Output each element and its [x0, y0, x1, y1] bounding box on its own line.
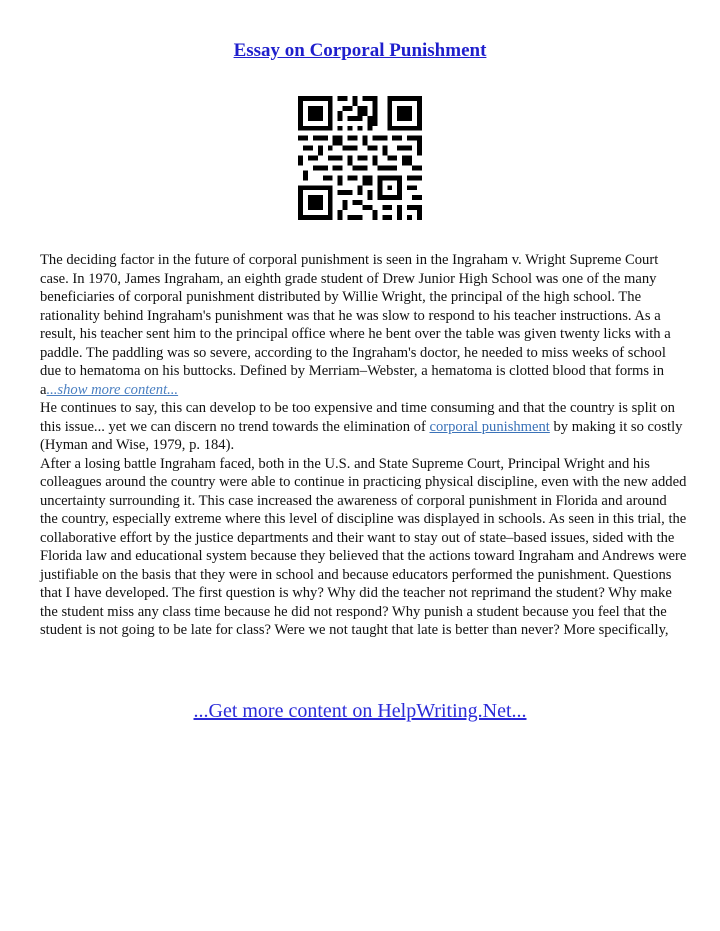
paragraph-2-text-after: by making it so costly (Hyman and Wise, 1979, p. 184).: [40, 418, 683, 453]
get-more-content-link[interactable]: ...Get more content on HelpWriting.Net...: [193, 700, 527, 722]
essay-body: [40, 251, 688, 640]
qr-code-image: [298, 96, 422, 220]
paragraph-2-text-before: He continues to say, this can develop to be too expensive and time consuming and that the country is split on this issue... yet we can discern no trend towards the elimination of: [40, 400, 675, 435]
document-title-link[interactable]: Essay on Corporal Punishment: [233, 40, 487, 61]
corporal-punishment-link[interactable]: corporal punishment: [429, 418, 550, 435]
show-more-link[interactable]: ...show more content...: [46, 381, 179, 398]
essay-paragraph-2: [40, 399, 688, 455]
essay-paragraph-3: After a losing battle Ingraham faced, both in the U.S. and State Supreme Court, Principal Wright and his colleagues around the country were able to continue in practicing physical discipline, even with the new added uncertainty surrounding it. This case increased the awareness of corporal punishment in Florida and around the country, especially extreme where this level of discipline was displayed in schools. As seen in this trial, the collaborative effort by the justice departments and their want to stay out of state–based issues, sided with the Florida law and educational system because they believed that the actions toward Ingraham and Andrews were justifiable on the basis that they were in school and because educators performed the punishment. Questions that I have developed. The first question is why? Why did the teacher not reprimand the student? Why make the student miss any class time because he did not respond? Why punish a student because you feel that the student is not going to be late for class? Were we not taught that late is better than never? More specifically,: [40, 455, 687, 638]
paragraph-1-text: The deciding factor in the future of corporal punishment is seen in the Ingraham v. Wright Supreme Court case. In 1970, James Ingraham, an eighth grade student of Drew Junior High School was one of the many beneficiaries of corporal punishment distributed by Willie Wright, the principal of the high school. The rationality behind Ingraham's punishment was that he was slow to respond to his teacher instructions. As a result, his teacher sent him to the principal office where he bent over the table was given twenty licks with a paddle. The paddling was so severe, according to the Ingraham's doctor, he needed to miss weeks of school due to hematoma on his buttocks. Defined by Merriam–Webster, a hematoma is clotted blood that forms in a: [40, 252, 671, 398]
essay-paragraph-1: [40, 251, 688, 399]
qr-code-svg: [298, 96, 422, 220]
